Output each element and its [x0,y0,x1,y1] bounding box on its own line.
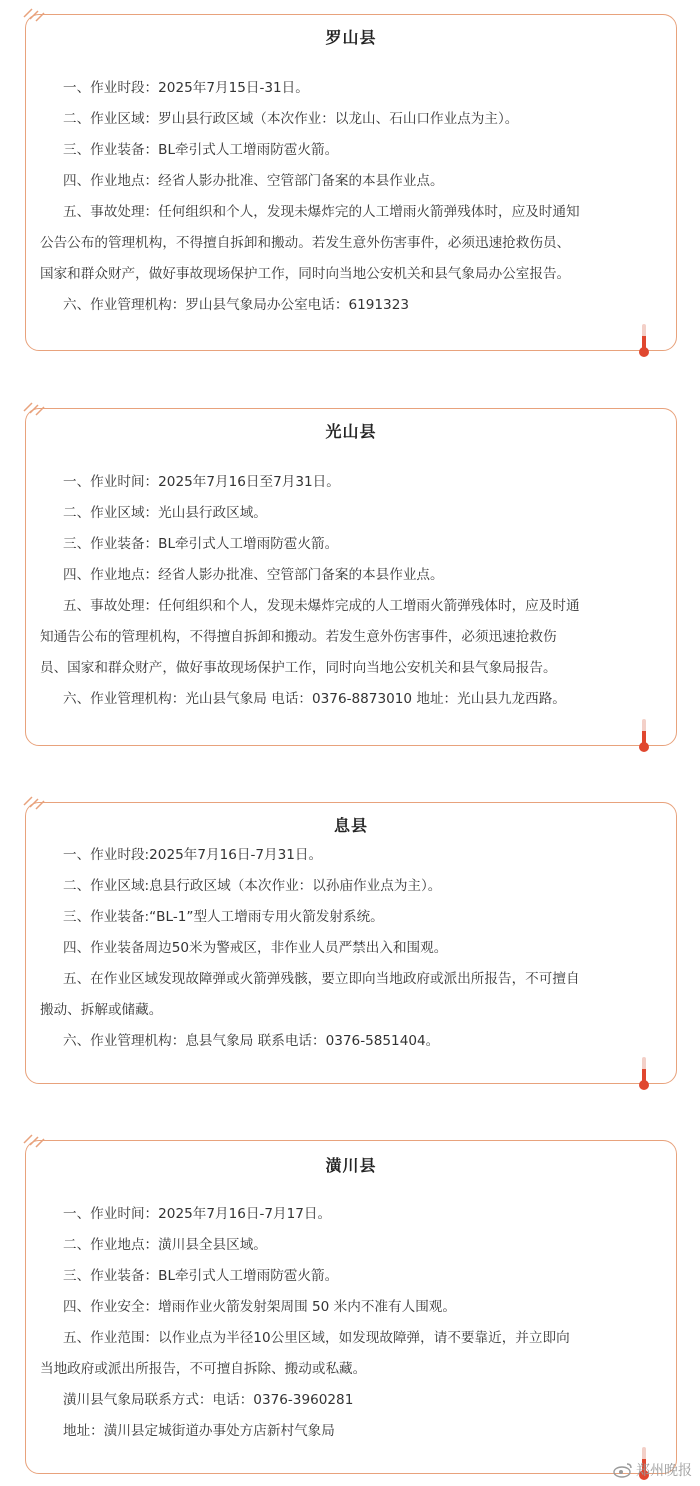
notice-line: 知通告公布的管理机构，不得擅自拆卸和搬动。若发生意外伤害事件，必须迅速抢救伤 [40,629,557,645]
corner-decoration-icon [20,1131,50,1151]
notice-line: 六、作业管理机构：罗山县气象局办公室电话：6191323 [63,297,410,313]
notice-line: 四、作业地点：经省人影办批准、空管部门备案的本县作业点。 [63,173,444,189]
notice-line: 四、作业安全：增雨作业火箭发射架周围 50 米内不准有人围观。 [63,1299,456,1315]
notice-line: 三、作业装备：BL牵引式人工增雨防雹火箭。 [63,536,339,552]
notice-line: 六、作业管理机构：光山县气象局 电话：0376-8873010 地址：光山县九龙西路。 [63,691,566,707]
notice-line: 一、作业时间：2025年7月16日至7月31日。 [63,474,340,490]
thermometer-icon [638,1055,650,1091]
card-title: 息县 [333,816,368,835]
corner-decoration-icon [20,5,50,25]
notice-line: 五、事故处理：任何组织和个人，发现未爆炸完成的人工增雨火箭弹残体时，应及时通 [63,598,580,614]
notice-line: 三、作业装备：BL牵引式人工增雨防雹火箭。 [63,142,339,158]
notice-card-huangchuan [25,1140,677,1474]
corner-decoration-icon [20,399,50,419]
card-title: 光山县 [325,422,377,441]
notice-line: 一、作业时间：2025年7月16日-7月17日。 [63,1206,332,1222]
notice-line: 公告公布的管理机构，不得擅自拆卸和搬动。若发生意外伤害事件，必须迅速抢救伤员、 [40,235,571,251]
watermark [613,1460,692,1480]
notice-line: 四、作业装备周边50米为警戒区，非作业人员严禁出入和围观。 [63,940,448,956]
notice-card-xixian [25,802,677,1084]
corner-decoration-icon [20,793,50,813]
notice-line: 一、作业时段：2025年7月15日-31日。 [63,80,309,96]
notice-line: 三、作业装备：BL牵引式人工增雨防雹火箭。 [63,1268,339,1284]
notice-line: 四、作业地点：经省人影办批准、空管部门备案的本县作业点。 [63,567,444,583]
thermometer-icon [638,322,650,358]
notice-line: 二、作业区域：罗山县行政区域（本次作业：以龙山、石山口作业点为主）。 [63,111,519,127]
thermometer-icon [638,717,650,753]
notice-line: 二、作业区域:息县行政区域（本次作业：以孙庙作业点为主）。 [63,878,442,894]
notice-line: 国家和群众财产，做好事故现场保护工作，同时向当地公安机关和县气象局办公室报告。 [40,266,571,282]
notice-line: 三、作业装备:“BL-1”型人工增雨专用火箭发射系统。 [63,909,384,925]
notice-line: 五、事故处理：任何组织和个人，发现未爆炸完的人工增雨火箭弹残体时，应及时通知 [63,204,580,220]
card-title: 罗山县 [325,28,377,47]
notice-card-luoshan [25,14,677,351]
notice-line: 五、作业范围：以作业点为半径10公里区域，如发现故障弹，请不要靠近，并立即向 [63,1330,570,1346]
notice-line: 员、国家和群众财产，做好事故现场保护工作，同时向当地公安机关和县气象局报告。 [40,660,557,676]
notice-line: 搬动、拆解或储藏。 [40,1002,163,1018]
notice-line: 当地政府或派出所报告，不可擅自拆除、搬动或私藏。 [40,1361,367,1377]
notice-line: 地址：潢川县定城街道办事处方店新村气象局 [63,1423,335,1439]
notice-line: 二、作业地点：潢川县全县区域。 [63,1237,267,1253]
notice-line: 二、作业区域：光山县行政区域。 [63,505,267,521]
notice-line: 一、作业时段:2025年7月16日-7月31日。 [63,847,323,863]
notice-line: 五、在作业区域发现故障弹或火箭弹残骸，要立即向当地政府或派出所报告，不可擅自 [63,971,580,987]
card-title: 潢川县 [325,1156,377,1175]
weibo-icon [613,1462,633,1478]
notice-line: 六、作业管理机构：息县气象局 联系电话：0376-5851404。 [63,1033,440,1049]
notice-line: 潢川县气象局联系方式：电话：0376-3960281 [63,1392,354,1408]
watermark-text: 郑州晚报 [636,1463,692,1479]
notice-card-guangshan [25,408,677,746]
